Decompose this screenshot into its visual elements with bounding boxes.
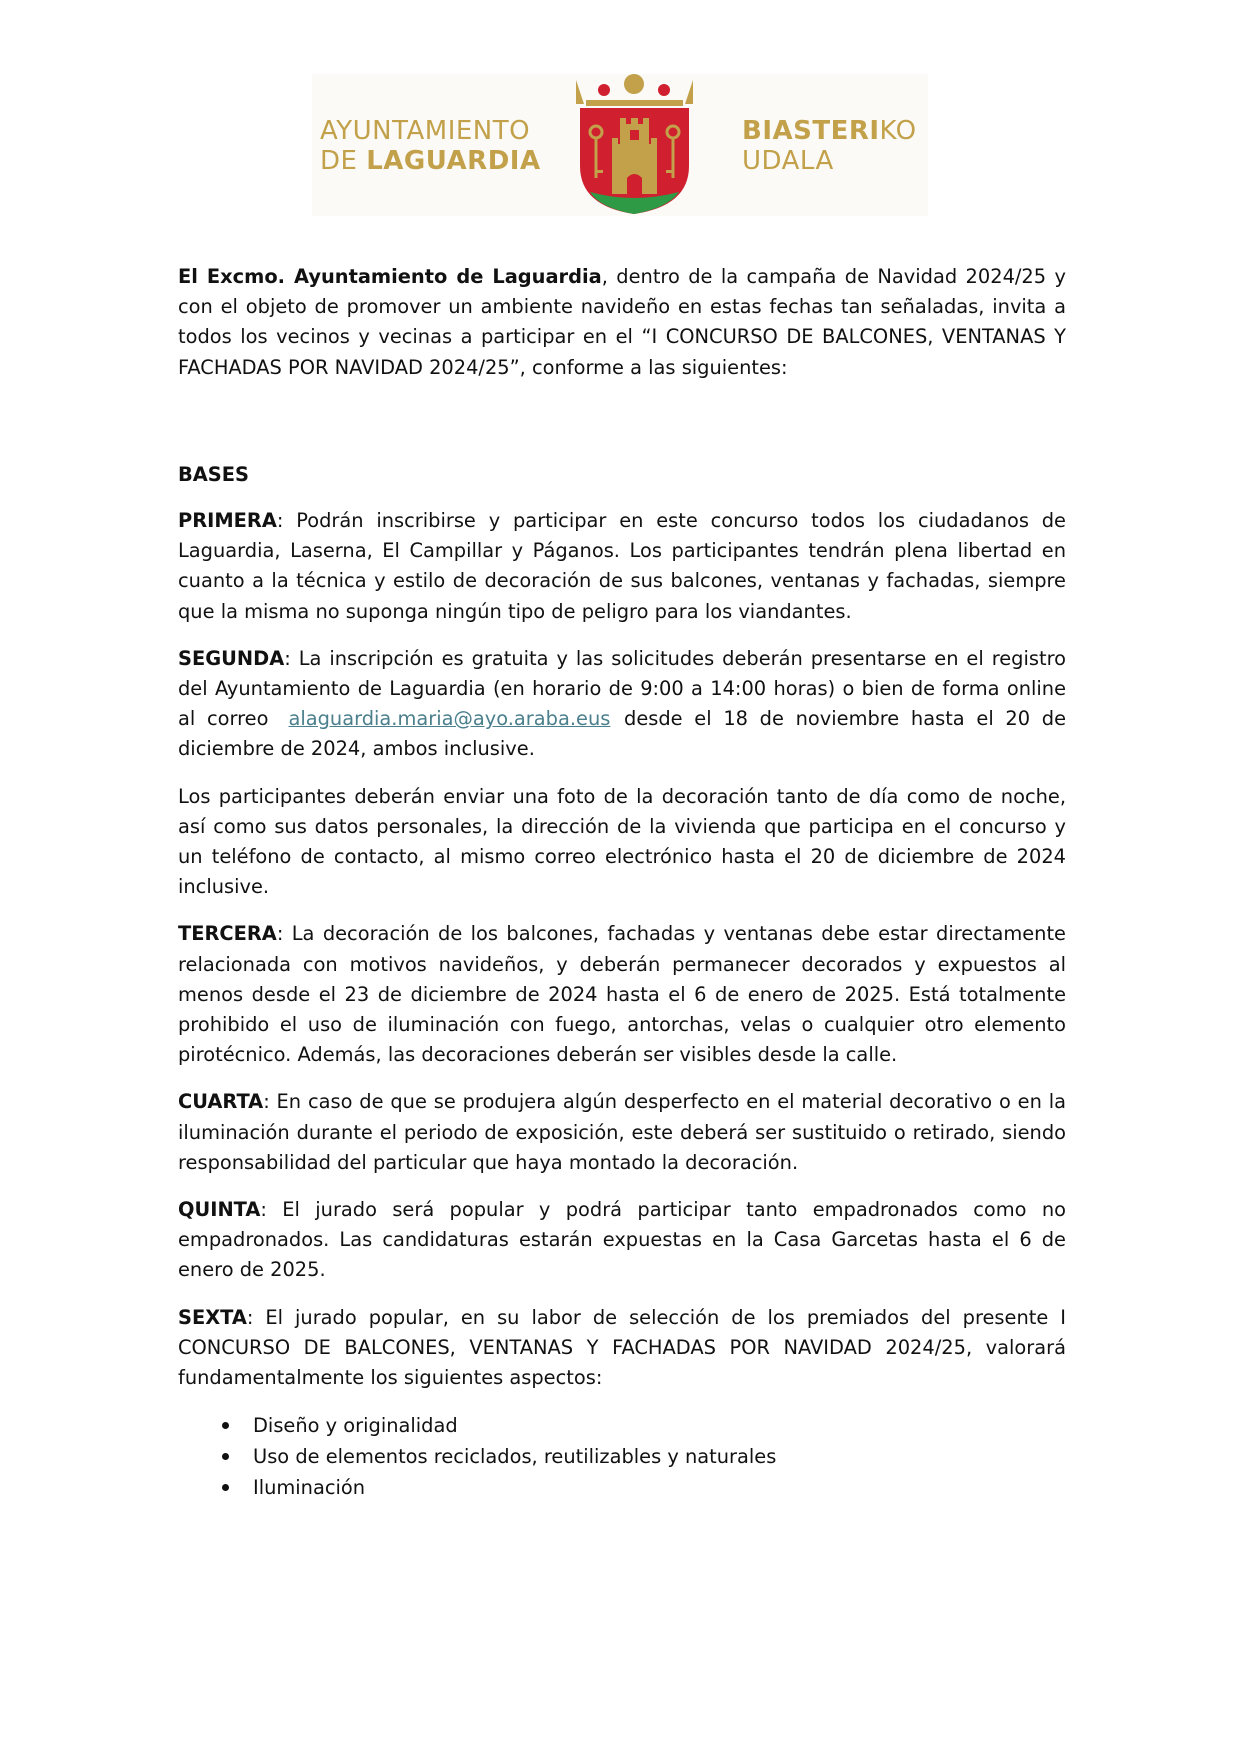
intro-text: , dentro de la campaña de Navidad 2024/25 y con el objeto de promover un ambiente navideño en estas fechas tan señaladas, invita a todos los vecinos y vecinas a participar en el “I CONCURSO DE BALCONES, VENTANAS Y FACHADAS POR NAVIDAD 2024/25”, conforme a las siguientes: <box>178 265 1066 379</box>
email-link[interactable]: alaguardia.maria@ayo.araba.eus <box>288 707 611 731</box>
clause-segunda-text-before: : La inscripción es gratuita y las solicitudes deberán presentarse en el registro del Ayuntamiento de Laguardia (en horario de 9:00 a 14:00 horas) o bien de forma online al correo <box>178 646 1066 731</box>
clause-sexta <box>178 1303 1066 1394</box>
clause-tercera-text: : La decoración de los balcones, fachadas y ventanas debe estar directamente relacionada con motivos navideños, y deberán permanecer decorados y expuestos al menos desde el 23 de diciembre de 2024 hasta el 6 de enero de 2025. Está totalmente prohibido el uso de iluminación con fuego, antorchas, velas o cualquier otro elemento pirotécnico. Además, las decoraciones deberán ser visibles desde la calle. <box>178 922 1066 1067</box>
logo-de: DE <box>320 146 367 176</box>
logo-ko: KO <box>879 116 917 146</box>
intro-bold: El Excmo. Ayuntamiento de Laguardia <box>178 265 602 288</box>
logo-text-spanish <box>320 116 541 176</box>
clause-segunda-extra: Los participantes deberán enviar una foto de la decoración tanto de día como de noche, así como sus datos personales, la dirección de la vivienda que participa en el concurso y un teléfono de contacto, al mismo correo electrónico hasta el 20 de diciembre de 2024 inclusive. <box>178 784 1066 899</box>
clause-sexta-label: SEXTA <box>178 1305 247 1329</box>
clause-cuarta-label: CUARTA <box>178 1090 264 1114</box>
list-item <box>178 1472 1066 1503</box>
clause-segunda <box>178 644 1066 765</box>
bases-heading: BASES <box>178 462 249 486</box>
bullet-icon <box>222 1422 229 1429</box>
clause-cuarta-text: : En caso de que se produjera algún desperfecto en el material decorativo o en la iluminación durante el periodo de exposición, este deberá ser sustituido o retirado, siendo responsabilidad del particular que haya montado la decoración. <box>178 1090 1066 1174</box>
bullet-icon <box>222 1484 229 1491</box>
list-item <box>178 1441 1066 1472</box>
logo-line-de-laguardia <box>320 146 541 176</box>
clause-quinta <box>178 1195 1066 1286</box>
logo-line-udala: UDALA <box>742 146 834 176</box>
clause-tercera <box>178 919 1066 1070</box>
clause-primera <box>178 506 1066 627</box>
clause-sexta-text: : El jurado popular, en su labor de selección de los premiados del presente I CONCURSO DE BALCONES, VENTANAS Y FACHADAS POR NAVIDAD 2024/25, valorará fundamentalmente los siguientes aspectos: <box>178 1305 1066 1390</box>
coat-of-arms-icon <box>572 74 697 216</box>
clause-quinta-label: QUINTA <box>178 1198 261 1222</box>
clause-quinta-text: : El jurado será popular y podrá participar tanto empadronados como no empadronados. Las candidaturas estarán expuestas en la Casa Garcetas hasta el 6 de enero de 2025. <box>178 1198 1066 1282</box>
clause-primera-label: PRIMERA <box>178 509 277 533</box>
logo-biasteri: BIASTERI <box>742 116 880 146</box>
intro-paragraph <box>178 262 1066 383</box>
clause-segunda-label: SEGUNDA <box>178 646 285 670</box>
clause-tercera-label: TERCERA <box>178 922 277 946</box>
logo-text-basque <box>742 116 917 176</box>
criteria-item-text: Iluminación <box>253 1476 366 1500</box>
list-item <box>178 1410 1066 1441</box>
clause-cuarta <box>178 1087 1066 1178</box>
logo-line-biasteriko <box>742 116 917 146</box>
clause-primera-text: : Podrán inscribirse y participar en este concurso todos los ciudadanos de Laguardia, Laserna, El Campillar y Páganos. Los participantes tendrán plena libertad en cuanto a la técnica y estilo de decoración de sus balcones, ventanas y fachadas, siempre que la misma no suponga ningún tipo de peligro para los viandantes. <box>178 509 1066 623</box>
document-body <box>178 262 1066 1503</box>
clause-segunda-text-after: desde el 18 de noviembre hasta el 20 de diciembre de 2024, ambos inclusive. <box>178 707 1067 761</box>
criteria-item-text: Uso de elementos reciclados, reutilizables y naturales <box>253 1445 777 1469</box>
header-logo-banner <box>312 74 928 216</box>
criteria-item-text: Diseño y originalidad <box>253 1414 458 1438</box>
bullet-icon <box>222 1453 229 1460</box>
logo-laguardia: LAGUARDIA <box>366 146 541 176</box>
logo-line-ayuntamiento: AYUNTAMIENTO <box>320 116 531 146</box>
criteria-list <box>178 1410 1066 1503</box>
